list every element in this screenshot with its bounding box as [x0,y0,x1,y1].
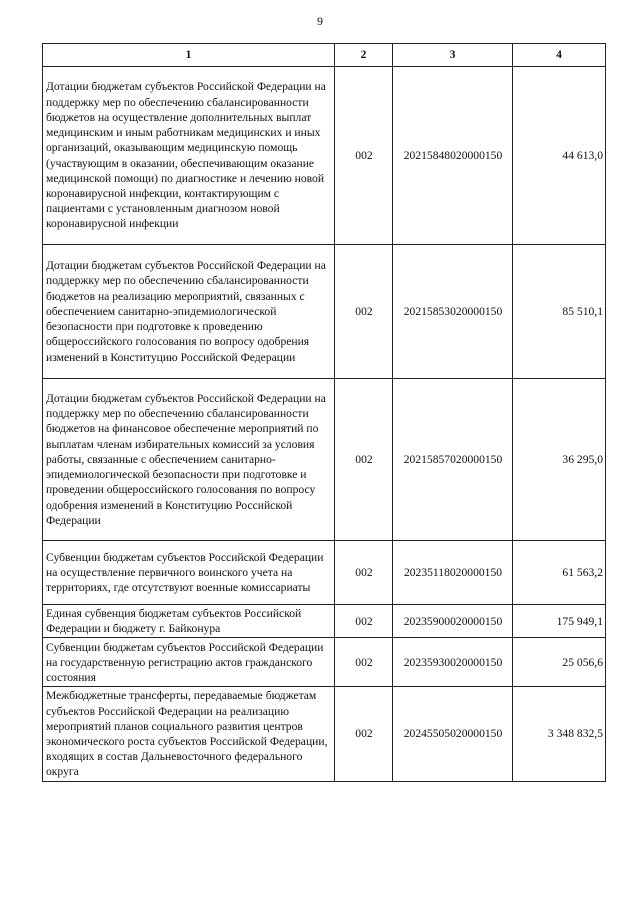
column-header-code: 2 [335,44,393,67]
row-kbk: 20235900020000150 [393,605,513,638]
budget-table [42,43,606,782]
row-kbk: 20235118020000150 [393,541,513,605]
row-kbk: 20215853020000150 [393,245,513,379]
row-amount: 175 949,1 [513,605,606,638]
row-code: 002 [335,67,393,245]
row-description: Дотации бюджетам субъектов Российской Федерации на поддержку мер по обеспечению сбалансированности бюджетов на реализацию мероприятий, связанных с обеспечением санитарно-эпидемиологической безопасности при подготовке к проведению общероссийского голосования по вопросу одобрения изменений в Конституцию Российской Федерации [43,245,335,379]
table-row [43,687,606,781]
row-code: 002 [335,638,393,687]
row-kbk: 20215857020000150 [393,379,513,541]
row-amount: 36 295,0 [513,379,606,541]
row-amount: 44 613,0 [513,67,606,245]
row-description: Субвенции бюджетам субъектов Российской Федерации на осуществление первичного воинского учета на территориях, где отсутствуют военные комиссариаты [43,541,335,605]
table-row [43,379,606,541]
column-header-kbk: 3 [393,44,513,67]
row-amount: 61 563,2 [513,541,606,605]
row-kbk: 20245505020000150 [393,687,513,781]
row-description: Единая субвенция бюджетам субъектов Российской Федерации и бюджету г. Байконура [43,605,335,638]
page-number: 9 [317,14,323,28]
row-amount: 85 510,1 [513,245,606,379]
table-row [43,638,606,687]
row-code: 002 [335,245,393,379]
row-description: Межбюджетные трансферты, передаваемые бюджетам субъектов Российской Федерации на реализацию мероприятий планов социального развития центров экономического роста субъектов Российской Федерации, входящих в состав Дальневосточного федерального округа [43,687,335,781]
table-row [43,245,606,379]
row-description: Субвенции бюджетам субъектов Российской Федерации на государственную регистрацию актов гражданского состояния [43,638,335,687]
row-amount: 3 348 832,5 [513,687,606,781]
row-code: 002 [335,605,393,638]
row-code: 002 [335,687,393,781]
row-kbk: 20235930020000150 [393,638,513,687]
row-code: 002 [335,541,393,605]
row-description: Дотации бюджетам субъектов Российской Федерации на поддержку мер по обеспечению сбалансированности бюджетов на финансовое обеспечение мероприятий по выплатам членам избирательных комиссий за условия работы, связанные с обеспечением санитарно-эпидемиологической безопасности при подготовке и проведении общероссийского голосования по вопросу одобрения изменений в Конституцию Российской Федерации [43,379,335,541]
column-header-amount: 4 [513,44,606,67]
row-kbk: 20215848020000150 [393,67,513,245]
table-row [43,605,606,638]
table-header-row [43,44,606,67]
table-row [43,541,606,605]
table-row [43,67,606,245]
row-description: Дотации бюджетам субъектов Российской Федерации на поддержку мер по обеспечению сбалансированности бюджетов на осуществление дополнительных выплат медицинским и иным работникам медицинских и иных организаций, оказывающим медицинскую помощь (участвующим в оказании, обеспечивающим оказание медицинской помощи) по диагностике и лечению новой коронавирусной инфекции, контактирующим с пациентами с установленным диагнозом новой коронавирусной инфекции [43,67,335,245]
row-code: 002 [335,379,393,541]
row-amount: 25 056,6 [513,638,606,687]
column-header-description: 1 [43,44,335,67]
